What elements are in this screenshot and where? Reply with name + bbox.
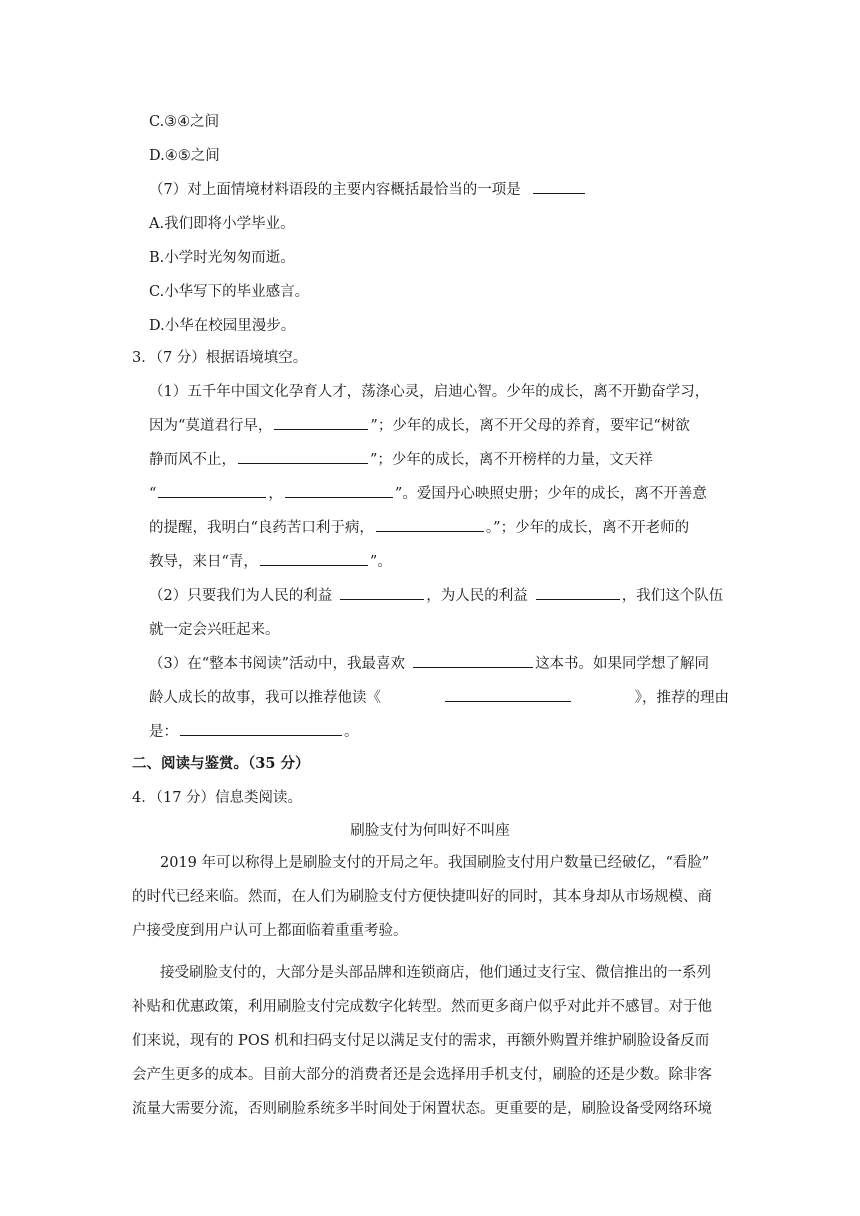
q7-option-a: A.我们即将小学毕业。 bbox=[149, 216, 295, 232]
q3-p1-l6a: 教导，来日“青， bbox=[149, 554, 258, 570]
q3-blank-1[interactable] bbox=[274, 415, 368, 430]
q3-p2-l1a: （2）只要我们为人民的利益 bbox=[149, 588, 333, 604]
q3-p3-l1b: 这本书。如果同学想了解同 bbox=[535, 656, 710, 672]
q3-p1-l6b: ”。 bbox=[369, 554, 392, 570]
article-para2-line2: 补贴和优惠政策，利用刷脸支付完成数字化转型。然而更多商户似乎对此并不感冒。对于他 bbox=[132, 999, 712, 1015]
q3-p3-l3a: 是： bbox=[149, 724, 178, 740]
q3-blank-7[interactable] bbox=[340, 585, 424, 600]
q3-p1-l3b: ”；少年的成长，离不开榜样的力量，文天祥 bbox=[370, 452, 653, 468]
q2-option-c: C.③④之间 bbox=[149, 114, 220, 130]
q3-p2-line1 bbox=[149, 585, 723, 607]
q3-p3-line3 bbox=[149, 721, 359, 743]
q7-stem-text: （7）对上面情境材料语段的主要内容概括最恰当的一项是 bbox=[149, 182, 521, 198]
q3-p1-line5 bbox=[149, 517, 689, 539]
q7-option-b: B.小学时光匆匆而逝。 bbox=[149, 250, 295, 266]
q3-p1-line3 bbox=[149, 449, 653, 471]
section2-title: 二、阅读与鉴赏。（35 分） bbox=[132, 755, 310, 772]
q3-p1-line1: （1）五千年中国文化孕育人才，荡涤心灵，启迪心智。少年的成长，离不开勤奋学习， bbox=[149, 384, 710, 400]
q3-blank-5[interactable] bbox=[376, 517, 484, 532]
article-para2-line4: 会产生更多的成本。目前大部分的消费者还是会选择用手机支付，刷脸的还是少数。除非客 bbox=[132, 1067, 712, 1083]
q3-blank-3[interactable] bbox=[158, 483, 266, 498]
q4-header: 4．（17 分）信息类阅读。 bbox=[132, 790, 303, 806]
q3-p3-l3b: 。 bbox=[344, 724, 359, 740]
q3-p2-l1b: ，为人民的利益 bbox=[426, 588, 528, 604]
q7-answer-blank[interactable] bbox=[533, 179, 585, 194]
q7-option-d: D.小华在校园里漫步。 bbox=[149, 318, 296, 334]
q3-p1-l4a: “ bbox=[149, 486, 157, 502]
q3-p2-line2: 就一定会兴旺起来。 bbox=[149, 622, 280, 638]
q3-p3-l2b: 》，推荐的理由 bbox=[634, 690, 729, 706]
q3-blank-2[interactable] bbox=[238, 449, 368, 464]
q3-blank-9[interactable] bbox=[413, 653, 533, 668]
q3-p3-l1a: （3）在“整本书阅读”活动中，我最喜欢 bbox=[149, 656, 406, 672]
q3-blank-8[interactable] bbox=[536, 585, 620, 600]
q3-p1-l5a: 的提醒，我明白“良药苦口利于病， bbox=[149, 520, 374, 536]
q3-blank-4[interactable] bbox=[285, 483, 393, 498]
q3-p1-line4 bbox=[149, 483, 707, 505]
q3-p1-line6 bbox=[149, 551, 392, 573]
article-title: 刷脸支付为何叫好不叫座 bbox=[350, 823, 510, 839]
q2-option-d: D.④⑤之间 bbox=[149, 148, 220, 164]
q3-p1-l2a: 因为“莫道君行早， bbox=[149, 418, 273, 434]
article-para1-line1: 2019 年可以称得上是刷脸支付的开局之年。我国刷脸支付用户数量已经破亿，“看脸” bbox=[160, 855, 710, 871]
q3-p3-line2 bbox=[149, 687, 729, 709]
q3-p2-l1c: ，我们这个队伍 bbox=[621, 588, 724, 604]
q3-p1-l4c: ”。爱国丹心映照史册；少年的成长，离不开善意 bbox=[394, 486, 707, 502]
q3-p1-l2b: ”；少年的成长，离不开父母的养育，要牢记“树欲 bbox=[370, 418, 690, 434]
q3-p1-l5b: 。”；少年的成长，离不开老师的 bbox=[485, 520, 690, 536]
q3-p1-l4b: ， bbox=[268, 486, 283, 502]
article-para2-line5: 流量大需要分流，否则刷脸系统多半时间处于闲置状态。更重要的是，刷脸设备受网络环境 bbox=[132, 1101, 712, 1117]
q7-option-c: C.小华写下的毕业感言。 bbox=[149, 284, 310, 300]
article-para2-line1: 接受刷脸支付的，大部分是头部品牌和连锁商店，他们通过支行宝、微信推出的一系列 bbox=[160, 965, 711, 981]
article-para1-line3: 户接受度到用户认可上都面临着重重考验。 bbox=[132, 923, 408, 939]
q3-p3-line1 bbox=[149, 653, 709, 675]
q3-p1-l3a: 静而风不止， bbox=[149, 452, 236, 468]
q3-blank-10[interactable] bbox=[445, 687, 571, 702]
q3-p3-l2a: 龄人成长的故事，我可以推荐他读《 bbox=[149, 690, 381, 706]
q3-p1-line2 bbox=[149, 415, 690, 437]
q3-header: 3．（7 分）根据语境填空。 bbox=[132, 350, 308, 366]
q3-blank-6[interactable] bbox=[260, 551, 368, 566]
article-para2-line3: 们来说，现有的 POS 机和扫码支付足以满足支付的需求，再额外购置并维护刷脸设备反而 bbox=[132, 1033, 710, 1049]
article-para1-line2: 的时代已经来临。然而，在人们为刷脸支付方便快捷叫好的同时，其本身却从市场规模、商 bbox=[132, 889, 712, 905]
q3-blank-11[interactable] bbox=[180, 721, 342, 736]
q7-stem bbox=[149, 179, 587, 201]
